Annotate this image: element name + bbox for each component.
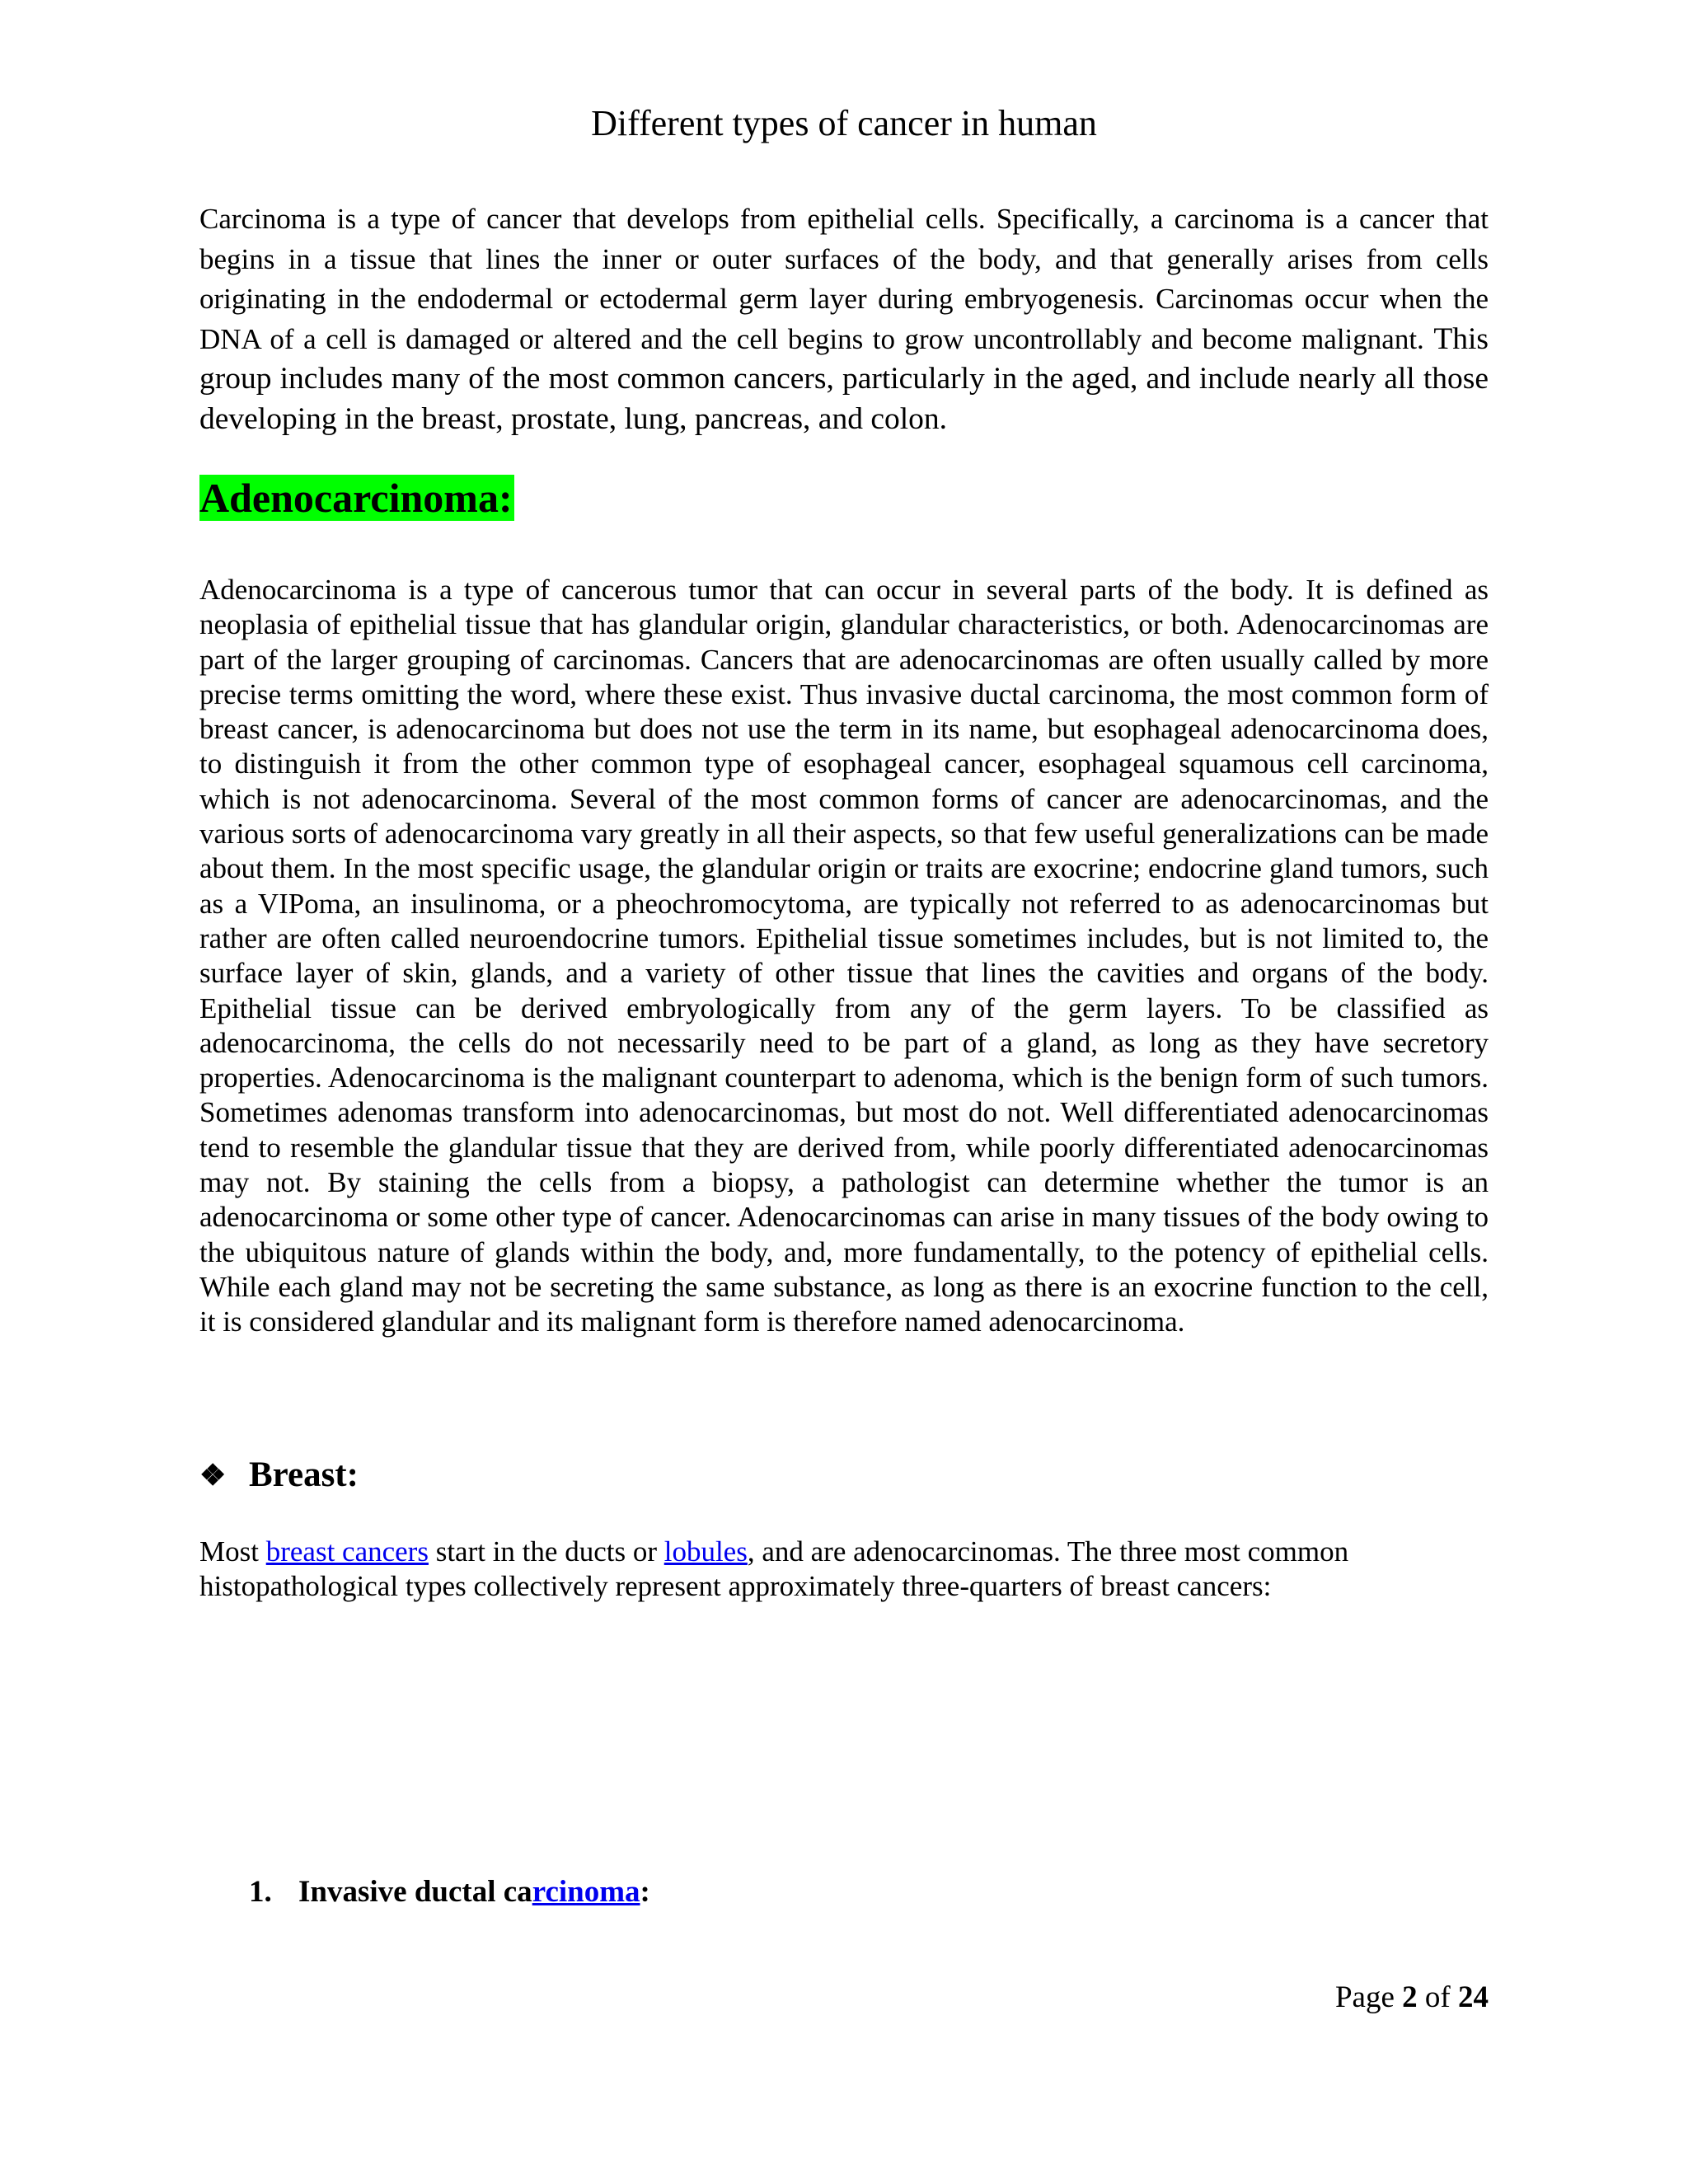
page-footer (1335, 1978, 1489, 2018)
carcinoma-link[interactable]: rcinoma (532, 1875, 640, 1909)
adenocarcinoma-heading (199, 471, 1489, 524)
breast-text-1: Most (199, 1535, 266, 1568)
adenocarcinoma-paragraph: Adenocarcinoma is a type of cancerous tumor that can occur in several parts of the body. It is defined as neoplasia of epithelial tissue that has glandular origin, glandular characteristics, or both. Adenocarcinomas are part of the larger grouping of carcinomas. Cancers that are adenocarcinomas are often usually called by more precise terms omitting the word, where these exist. Thus invasive ductal carcinoma, the most common form of breast cancer, is adenocarcinoma but does not use the term in its name, but esophageal adenocarcinoma does, to distinguish it from the other common type of esophageal cancer, esophageal squamous cell carcinoma, which is not adenocarcinoma. Several of the most common forms of cancer are adenocarcinomas, and the various sorts of adenocarcinoma vary greatly in all their aspects, so that few useful generalizations can be made about them. In the most specific usage, the glandular origin or traits are exocrine; endocrine gland tumors, such as a VIPoma, an insulinoma, or a pheochromocytoma, are typically not referred to as adenocarcinomas but rather are often called neuroendocrine tumors. Epithelial tissue sometimes includes, but is not limited to, the surface layer of skin, glands, and a variety of other tissue that lines the cavities and organs of the body. Epithelial tissue can be derived embryologically from any of the germ layers. To be classified as adenocarcinoma, the cells do not necessarily need to be part of a gland, as long as they have secretory properties. Adenocarcinoma is the malignant counterpart to adenoma, which is the benign form of such tumors. Sometimes adenomas transform into adenocarcinomas, but most do not. Well differentiated adenocarcinomas tend to resemble the glandular tissue that they are derived from, while poorly differentiated adenocarcinomas may not. By staining the cells from a biopsy, a pathologist can determine whether the tumor is an adenocarcinoma or some other type of cancer. Adenocarcinomas can arise in many tissues of the body owing to the ubiquitous nature of glands within the body, and, more fundamentally, to the potency of epithelial cells. While each gland may not be secreting the same substance, as long as there is an exocrine function to the cell, it is considered glandular and its malignant form is therefore named adenocarcinoma. (199, 574, 1489, 1338)
list-item-label: Invasive ductal ca (298, 1875, 532, 1909)
breast-cancers-link[interactable]: breast cancers (265, 1535, 429, 1568)
page-header-title: Different types of cancer in human (591, 103, 1097, 143)
adenocarcinoma-heading-text: Adenocarcinoma: (199, 475, 513, 521)
intro-text: Carcinoma is a type of cancer that develops from epithelial cells. Specifically, a carcinoma is a cancer that begins in a tissue that lines the inner or outer surfaces of the body, and that generally arises from cells originating in the endodermal or ectodermal germ layer during embryogenesis. Carcinomas occur when the DNA of a cell is damaged or altered and the cell begins to grow uncontrollably and become malignant. (199, 203, 1489, 355)
intro-text-larger: This group includes many of the most common cancers, particularly in the aged, and include nearly all those developing in the breast, prostate, lung, pancreas, and colon. (199, 321, 1489, 436)
total-pages: 24 (1458, 1980, 1489, 2014)
breast-heading (199, 1452, 1489, 1498)
list-item-colon: : (640, 1875, 650, 1909)
page-number: 2 (1402, 1980, 1418, 2014)
page-label: Page (1334, 1980, 1403, 2014)
breast-paragraph (199, 1535, 1489, 1605)
of-label: of (1417, 1980, 1458, 2014)
list-item-invasive-ductal-carcinoma (249, 1872, 1538, 1912)
lobules-link[interactable]: lobules (663, 1535, 748, 1568)
intro-paragraph (199, 199, 1489, 439)
breast-text-2: start in the ducts or (428, 1535, 664, 1568)
list-item-number: 1. (249, 1875, 272, 1909)
diamond-bullet-icon: ❖ (199, 1459, 227, 1492)
breast-text-3: , and are adenocarcinomas. The three most common histopathological types collectively represent approximately three-quarters of breast cancers: (199, 1535, 1349, 1603)
breast-heading-text: Breast: (249, 1455, 359, 1494)
